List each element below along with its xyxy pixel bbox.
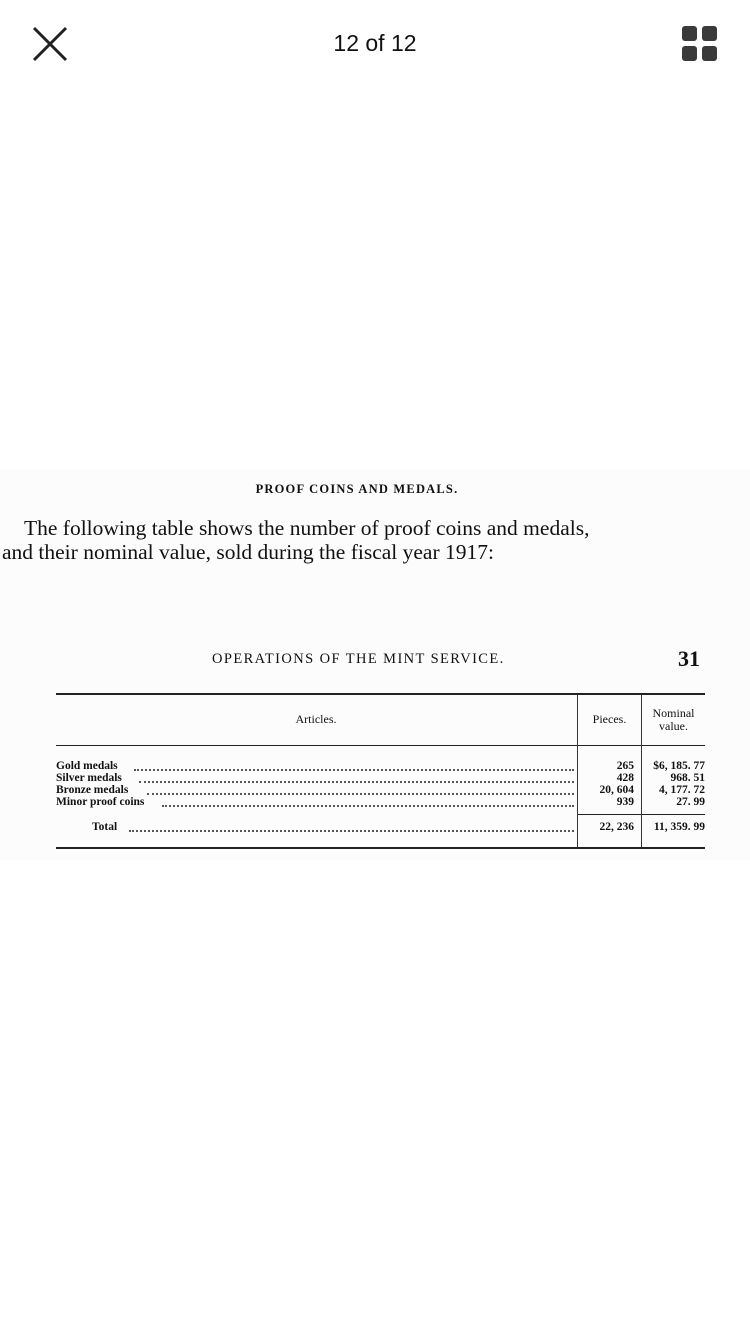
grid-view-icon[interactable] <box>682 26 718 62</box>
row-article: Bronze medals <box>56 784 129 796</box>
running-head: OPERATIONS OF THE MINT SERVICE. <box>212 651 505 667</box>
row-value: 27. 99 <box>676 796 705 808</box>
row-value: 4, 177. 72 <box>659 784 705 796</box>
leader-dots <box>134 769 574 771</box>
paragraph-line-2: and their nominal value, sold during the fiscal year 1917: <box>2 540 494 564</box>
intro-paragraph <box>0 516 750 564</box>
table-top-rule <box>56 693 705 695</box>
header-nominal-line2: value. <box>659 719 688 733</box>
leader-dots <box>162 805 574 807</box>
header-bottom-rule <box>56 745 705 746</box>
section-heading: PROOF COINS AND MEDALS. <box>255 482 459 496</box>
leader-dots <box>129 830 574 832</box>
row-article: Gold medals <box>56 760 118 772</box>
total-value: 11, 359. 99 <box>653 821 705 833</box>
header-nominal-value <box>642 707 705 733</box>
row-article: Minor proof coins <box>56 796 145 808</box>
header-articles: Articles. <box>295 712 337 726</box>
viewer-top-bar <box>0 0 750 90</box>
row-value: $6, 185. 77 <box>653 760 705 772</box>
header-pieces: Pieces. <box>592 712 627 726</box>
leader-dots <box>139 781 574 783</box>
header-nominal-line1: Nominal <box>652 706 695 720</box>
paragraph-line-1: The following table shows the number of proof coins and medals, <box>24 516 590 540</box>
row-pieces: 265 <box>616 760 634 772</box>
total-label: Total <box>92 821 118 833</box>
page-counter: 12 of 12 <box>333 30 417 56</box>
leader-dots <box>147 793 574 795</box>
total-pieces: 22, 236 <box>599 821 634 833</box>
row-pieces: 939 <box>616 796 634 808</box>
row-article: Silver medals <box>56 772 122 784</box>
row-value: 968. 51 <box>670 772 705 784</box>
row-pieces: 428 <box>616 772 634 784</box>
page-number: 31 <box>678 646 700 671</box>
row-pieces: 20, 604 <box>599 784 634 796</box>
table-bottom-rule <box>56 847 705 849</box>
